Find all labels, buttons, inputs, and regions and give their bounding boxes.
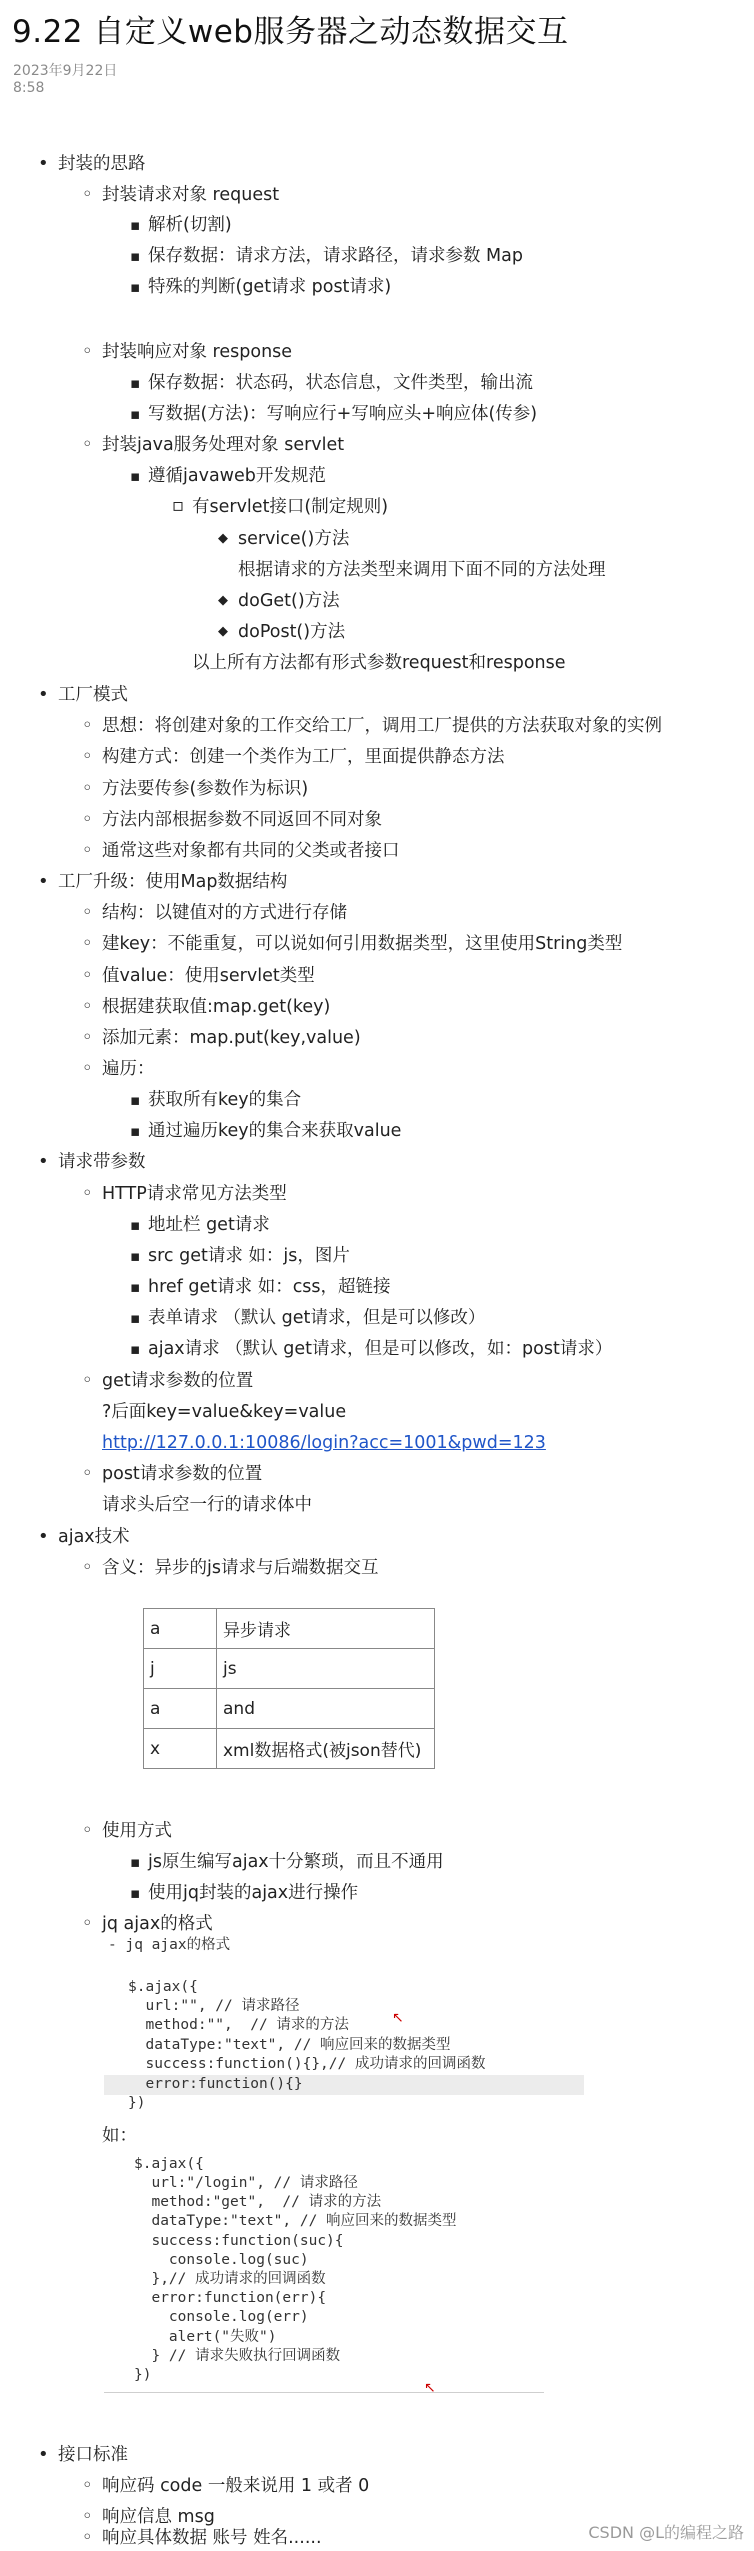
outline-item: ▫ 有servlet接口(制定规则) bbox=[192, 495, 388, 519]
outline-item: ◆ service()方法 bbox=[238, 527, 349, 551]
outline-item: ▪ href get请求 如：css，超链接 bbox=[148, 1275, 391, 1299]
watermark: CSDN @L的编程之路 bbox=[588, 2523, 744, 2542]
outline-item: ▪ 解析(切割) bbox=[148, 213, 232, 237]
code-line: console.log(suc) bbox=[134, 2252, 309, 2268]
outline-item: ◦ 响应码 code 一般来说用 1 或者 0 bbox=[102, 2474, 369, 2498]
note-time: 8:58 bbox=[13, 80, 45, 96]
code-line: } // 请求失败执行回调函数 bbox=[134, 2348, 341, 2364]
code-line: dataType:"text", // 响应回来的数据类型 bbox=[134, 2213, 457, 2229]
outline-item: ▪ 表单请求 （默认 get请求，但是可以修改） bbox=[148, 1306, 485, 1330]
outline-item: ◦ 构建方式：创建一个类作为工厂，里面提供静态方法 bbox=[102, 745, 505, 769]
outline-item: • 封装的思路 bbox=[58, 152, 146, 176]
code-line: method:"", // 请求的方法 bbox=[128, 2017, 349, 2033]
outline-item: ▪ js原生编写ajax十分繁琐，而且不通用 bbox=[148, 1850, 444, 1874]
outline-item: ◦ 含义：异步的js请求与后端数据交互 bbox=[102, 1556, 378, 1580]
outline-item: ◆ doPost()方法 bbox=[238, 620, 345, 644]
table-cell: a bbox=[144, 1689, 217, 1729]
outline-item: ◦ 方法要传参(参数作为标识) bbox=[102, 777, 308, 801]
code-line: success:function(suc){ bbox=[134, 2233, 344, 2249]
outline-item: ◦ 根据建获取值:map.get(key) bbox=[102, 995, 330, 1019]
code-line: method:"get", // 请求的方法 bbox=[134, 2194, 382, 2210]
outline-item: ◦ 响应具体数据 账号 姓名...... bbox=[102, 2526, 322, 2550]
outline-item: ◦ 添加元素：map.put(key,value) bbox=[102, 1026, 361, 1050]
outline-item: ◦ 使用方式 bbox=[102, 1819, 172, 1843]
outline-item: ▪ 特殊的判断(get请求 post请求) bbox=[148, 275, 391, 299]
outline-item: ◦ 思想：将创建对象的工作交给工厂，调用工厂提供的方法获取对象的实例 bbox=[102, 714, 662, 738]
outline-item: ◦ 封装请求对象 request bbox=[102, 183, 279, 207]
outline-item: ◦ 值value：使用servlet类型 bbox=[102, 964, 315, 988]
code-line: $.ajax({ bbox=[128, 1979, 198, 1995]
outline-item: ◦ jq ajax的格式 bbox=[102, 1912, 213, 1936]
outline-item: ▪ 遵循javaweb开发规范 bbox=[148, 464, 326, 488]
outline-item: • 工厂模式 bbox=[58, 683, 128, 707]
outline-item: ◦ HTTP请求常见方法类型 bbox=[102, 1182, 287, 1206]
example-link[interactable]: http://127.0.0.1:10086/login?acc=1001&pwd=123 bbox=[102, 1433, 546, 1453]
outline-text: 以上所有方法都有形式参数request和response bbox=[192, 653, 566, 673]
code-line: }) bbox=[134, 2367, 152, 2383]
outline-item: ▪ 写数据(方法)：写响应行+写响应头+响应体(传参) bbox=[148, 402, 537, 426]
outline-item: ◦ 封装java服务处理对象 servlet bbox=[102, 433, 344, 457]
table-cell: js bbox=[217, 1649, 435, 1689]
table-row bbox=[144, 1649, 435, 1689]
code-line: url:"", // 请求路径 bbox=[128, 1998, 300, 2014]
code-line: url:"/login", // 请求路径 bbox=[134, 2175, 358, 2191]
outline-item: ▪ 保存数据：请求方法，请求路径，请求参数 Map bbox=[148, 244, 523, 268]
code-line: },// 成功请求的回调函数 bbox=[134, 2271, 326, 2287]
code-line: error:function(){} bbox=[128, 2076, 303, 2092]
code-divider bbox=[104, 2392, 544, 2393]
outline-item: ◦ get请求参数的位置 bbox=[102, 1369, 253, 1393]
outline-item: ◦ 建key：不能重复，可以说如何引用数据类型，这里使用String类型 bbox=[102, 932, 622, 956]
code-line: alert("失败") bbox=[134, 2329, 277, 2345]
outline-item: ◦ 响应信息 msg bbox=[102, 2505, 215, 2529]
outline-item: ◦ post请求参数的位置 bbox=[102, 1462, 262, 1486]
table-cell: 异步请求 bbox=[217, 1609, 435, 1649]
table-cell: and bbox=[217, 1689, 435, 1729]
outline-text: ?后面key=value&key=value bbox=[102, 1402, 347, 1422]
outline-item: ▪ ajax请求 （默认 get请求，但是可以修改，如：post请求） bbox=[148, 1337, 612, 1361]
outline-text: 请求头后空一行的请求体中 bbox=[102, 1495, 312, 1515]
outline-item: • 请求带参数 bbox=[58, 1150, 146, 1174]
outline-item: ◦ 遍历： bbox=[102, 1057, 155, 1081]
table-cell: a bbox=[144, 1609, 217, 1649]
code-line: dataType:"text", // 响应回来的数据类型 bbox=[128, 2037, 451, 2053]
outline-text: 如： bbox=[102, 2126, 137, 2146]
outline-item: • 接口标准 bbox=[58, 2443, 128, 2467]
table-row bbox=[144, 1689, 435, 1729]
outline-item: ▪ 获取所有key的集合 bbox=[148, 1088, 301, 1112]
code-line: error:function(err){ bbox=[134, 2290, 327, 2306]
page-title: 9.22 自定义web服务器之动态数据交互 bbox=[12, 14, 569, 50]
table-cell: x bbox=[144, 1729, 217, 1769]
outline-item: ▪ 保存数据：状态码，状态信息，文件类型，输出流 bbox=[148, 371, 533, 395]
outline-item: • ajax技术 bbox=[58, 1525, 130, 1549]
outline-item: ▪ 使用jq封装的ajax进行操作 bbox=[148, 1881, 358, 1905]
outline-item: ◦ 结构：以键值对的方式进行存储 bbox=[102, 901, 347, 925]
code-line: $.ajax({ bbox=[134, 2156, 204, 2172]
cursor-icon: ↖ bbox=[392, 2010, 404, 2026]
table-row bbox=[144, 1609, 435, 1649]
outline-item: ◦ 通常这些对象都有共同的父类或者接口 bbox=[102, 839, 400, 863]
outline-item: ◦ 方法内部根据参数不同返回不同对象 bbox=[102, 808, 382, 832]
cursor-icon: ↖ bbox=[424, 2380, 436, 2396]
outline-item: ◆ doGet()方法 bbox=[238, 589, 340, 613]
ajax-acronym-table bbox=[143, 1608, 435, 1769]
note-date: 2023年9月22日 bbox=[13, 63, 118, 79]
outline-item: ▪ 地址栏 get请求 bbox=[148, 1213, 270, 1237]
outline-item: ◦ 封装响应对象 response bbox=[102, 340, 292, 364]
table-cell: j bbox=[144, 1649, 217, 1689]
code-line: success:function(){},// 成功请求的回调函数 bbox=[128, 2056, 486, 2072]
outline-item: • 工厂升级：使用Map数据结构 bbox=[58, 870, 287, 894]
outline-item: ▪ 通过遍历key的集合来获取value bbox=[148, 1119, 401, 1143]
code-line: }) bbox=[128, 2095, 146, 2111]
table-cell: xml数据格式(被json替代) bbox=[217, 1729, 435, 1769]
code-caption: - jq ajax的格式 bbox=[108, 1937, 231, 1953]
outline-item: ▪ src get请求 如：js，图片 bbox=[148, 1244, 350, 1268]
code-line: console.log(err) bbox=[134, 2309, 309, 2325]
outline-text: 根据请求的方法类型来调用下面不同的方法处理 bbox=[238, 560, 606, 580]
table-row bbox=[144, 1729, 435, 1769]
